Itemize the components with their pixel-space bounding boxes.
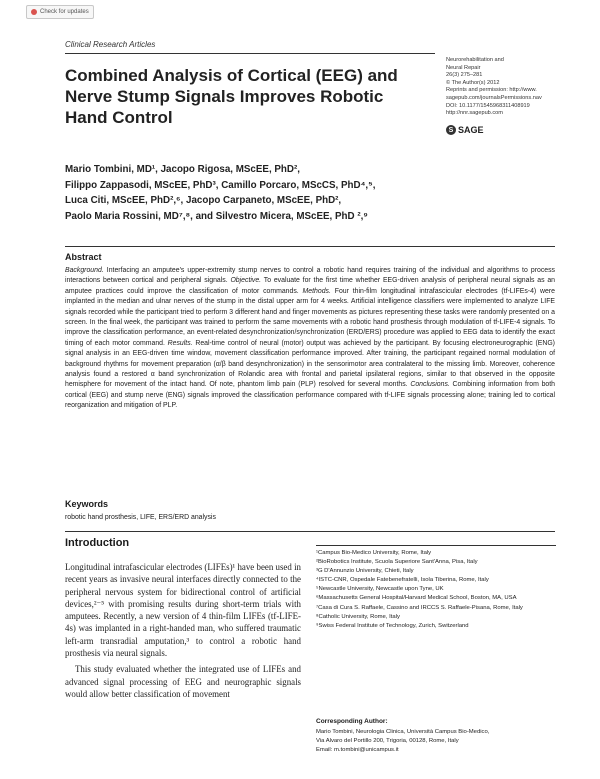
journal-line: DOI: 10.1177/1545968311408919 bbox=[446, 102, 530, 109]
abstract-text-results: Real-time control of neural (motor) output was achieved by the participant. By focusing electroneurographic (ENG) signal analysis in an EEG-driven time window, movement classification performance improved. After training, the participant regained normal modulation of background rhythms for movement preparation (α/β band desynchronization) in the sensorimotor area contralateral to the missing limb. Moreover, coherence analysis found a restored α band synchronization of Rolandic area with frontal and parietal ipsilateral regions, similar to that observed in the opposite hemisphere for movement of the intact hand. Of note, phantom limb pain (PLP) resolved for several months. bbox=[65, 339, 555, 389]
journal-line: sagepub.com/journalsPermissions.nav bbox=[446, 94, 542, 101]
abstract-label-results: Results. bbox=[167, 339, 193, 347]
update-icon bbox=[31, 9, 37, 15]
intro-paragraph: Longitudinal intrafascicular electrodes (LIFEs)¹ have been used in recent years as invasive neural interfaces directly connected to the peripheral nervous system for bidirectional control of artificial devices,²⁻⁵ with promising results during short-term trials with amputees. Recently, a new version of 4 thin-film LIFEs (tf-LIFE-4s) was implanted in a right-handed man, who suffered traumatic left-arm transradial amputation,³ to control a robotic hand prosthesis via neural signals. bbox=[65, 562, 301, 659]
section-label: Clinical Research Articles bbox=[65, 40, 156, 49]
journal-line: Neural Repair bbox=[446, 64, 481, 71]
keywords-text: robotic hand prosthesis, LIFE, ERS/ERD analysis bbox=[65, 514, 216, 521]
affiliation: ⁹Swiss Federal Institute of Technology, Zurich, Switzerland bbox=[316, 622, 469, 629]
abstract-text-conclusions: Combining information from both cortical (EEG) and stump nerve (ENG) signals improved the classification performance compared with tf-LIFE signals processing alone; training led to cortical reorganization and mitigation of PLP. bbox=[65, 381, 555, 410]
author-line: Mario Tombini, MD¹, Jacopo Rigosa, MScEE, PhD², bbox=[65, 164, 300, 175]
corresponding-line: Via Alvaro del Portillo 200, Trigoria, 00128, Rome, Italy bbox=[316, 738, 459, 744]
journal-line: Reprints and permission: http://www. bbox=[446, 87, 537, 94]
corresponding-email[interactable]: Email: m.tombini@unicampus.it bbox=[316, 747, 399, 753]
author-line: Luca Citi, MScEE, PhD²,⁶, Jacopo Carpaneto, MScEE, PhD², bbox=[65, 195, 342, 207]
introduction-heading: Introduction bbox=[65, 537, 130, 549]
affiliation: ²BioRobotics Institute, Scuola Superiore Sant'Anna, Pisa, Italy bbox=[316, 559, 478, 566]
corresponding-author-heading: Corresponding Author: bbox=[316, 718, 388, 725]
journal-info bbox=[446, 57, 586, 118]
abstract-label-methods: Methods. bbox=[302, 287, 331, 295]
abstract-label-objective: Objective. bbox=[230, 277, 262, 285]
journal-line: Neurorehabilitation and bbox=[446, 57, 504, 63]
abstract-text-objective: To evaluate for the first time whether EEG-driven analysis of peripheral neural signals as an amputee practices could improve the classification of motor commands. bbox=[65, 277, 555, 295]
affiliation: ⁸Catholic University, Rome, Italy bbox=[316, 613, 400, 620]
publisher-name: SAGE bbox=[458, 125, 484, 135]
article-title: Combined Analysis of Cortical (EEG) and Nerve Stump Signals Improves Robotic Hand Control bbox=[65, 66, 398, 127]
journal-line: © The Author(s) 2012 bbox=[446, 79, 500, 86]
affiliations-divider bbox=[316, 545, 556, 546]
affiliation: ⁶Massachusetts General Hospital/Harvard Medical School, Boston, MA, USA bbox=[316, 595, 517, 602]
affiliations bbox=[316, 545, 556, 631]
corresponding-line: Mario Tombini, Neurologia Clinica, Università Campus Bio-Medico, bbox=[316, 729, 490, 735]
corresponding-author bbox=[316, 728, 556, 755]
abstract-text-background: Interfacing an amputee's upper-extremity stump nerves to control a robotic hand requires training of the individual and algorithms to process interactions between cortical and peripheral signals. bbox=[65, 267, 555, 285]
abstract-divider bbox=[65, 246, 555, 247]
abstract-label-background: Background. bbox=[65, 267, 104, 274]
publisher-logo bbox=[446, 124, 484, 136]
intro-paragraph: This study evaluated whether the integrated use of LIFEs and advanced signal processing of EEG and neurographic signals would allow better classification of movement bbox=[65, 664, 301, 699]
author-line: Filippo Zappasodi, MScEE, PhD³, Camillo Porcaro, MScCS, PhD⁴,⁵, bbox=[65, 179, 376, 191]
keywords-divider bbox=[65, 531, 555, 532]
top-divider bbox=[65, 53, 435, 54]
journal-line[interactable]: http://nnr.sagepub.com bbox=[446, 110, 503, 117]
affiliation: ¹Campus Bio-Medico University, Rome, Italy bbox=[316, 550, 432, 556]
badge-label: Check for updates bbox=[40, 9, 89, 15]
journal-line: 26(3) 275–281 bbox=[446, 72, 483, 79]
affiliation: ⁷Casa di Cura S. Raffaele, Cassino and IRCCS S. Raffaele-Pisana, Rome, Italy bbox=[316, 604, 523, 611]
author-line: Paolo Maria Rossini, MD⁷,⁸, and Silvestro Micera, MScEE, PhD ²,⁹ bbox=[65, 210, 368, 222]
affiliation: ⁴ISTC-CNR, Ospedale Fatebenefratelli, Isola Tiberina, Rome, Italy bbox=[316, 577, 489, 584]
introduction-body bbox=[65, 561, 301, 704]
abstract-label-conclusions: Conclusions. bbox=[410, 381, 450, 389]
keywords-heading: Keywords bbox=[65, 499, 109, 509]
abstract-body bbox=[65, 266, 555, 412]
abstract-heading: Abstract bbox=[65, 252, 102, 262]
check-for-updates-badge[interactable] bbox=[26, 5, 94, 19]
affiliation: ³G D'Annunzio University, Chieti, Italy bbox=[316, 568, 414, 575]
sage-logo-icon: S bbox=[446, 125, 456, 135]
affiliation: ⁵Newcastle University, Newcastle upon Tyne, UK bbox=[316, 586, 444, 593]
abstract-text-methods: Four thin-film longitudinal intrafascicular electrodes (tf-LIFEs-4) were implanted in the median and ulnar nerves of the stump in the distal upper arm for 4 weeks. Artificial intelligence classifiers were implemented to analyze LIFE signals recorded while the participant tried to perform 3 different hand and finger movements as pictures representing these tasks were randomly presented on a screen. In the final week, the participant was trained to perform the same movements with a robotic hand prosthesis through modulation of tf-LIFE-4 signals. To improve the classification performance, an event-related desynchronization/synchronization (ERD/ERS) procedure was applied to EEG data to identify the exact timing of each motor command. bbox=[65, 287, 555, 347]
author-list bbox=[65, 162, 445, 224]
